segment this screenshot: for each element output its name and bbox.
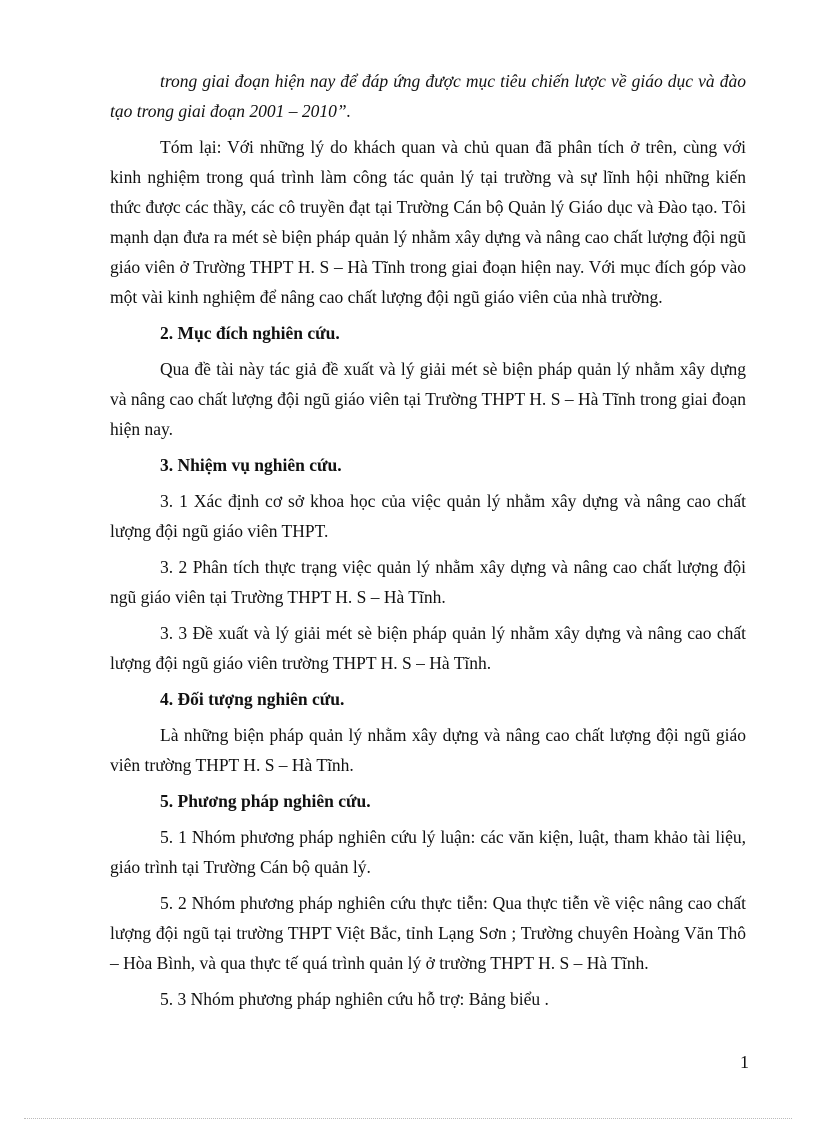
subject-paragraph: Là những biện pháp quản lý nhằm xây dựng và nâng cao chất lượng đội ngũ giáo viên trường THPT H. S – Hà Tĩnh. bbox=[110, 725, 746, 775]
section-heading-tasks: 3. Nhiệm vụ nghiên cứu. bbox=[160, 455, 342, 475]
task-item-2: 3. 2 Phân tích thực trạng việc quản lý nhằm xây dựng và nâng cao chất lượng đội ngũ giáo viên tại Trường THPT H. S – Hà Tĩnh. bbox=[110, 557, 746, 607]
method-item-3: 5. 3 Nhóm phương pháp nghiên cứu hỗ trợ: Bảng biểu . bbox=[160, 989, 549, 1009]
section-heading-methods: 5. Phương pháp nghiên cứu. bbox=[160, 791, 371, 811]
method-item-1: 5. 1 Nhóm phương pháp nghiên cứu lý luận: các văn kiện, luật, tham khảo tài liệu, giáo trình tại Trường Cán bộ quản lý. bbox=[110, 827, 746, 877]
page-number: 1 bbox=[740, 1052, 749, 1072]
task-item-3: 3. 3 Đề xuất và lý giải mét sè biện pháp quản lý nhằm xây dựng và nâng cao chất lượng đội ngũ giáo viên trường THPT H. S – Hà Tĩnh. bbox=[110, 623, 746, 673]
page-bottom-divider bbox=[24, 1118, 792, 1119]
section-heading-subject: 4. Đối tượng nghiên cứu. bbox=[160, 689, 345, 709]
purpose-paragraph: Qua đề tài này tác giả đề xuất và lý giải mét sè biện pháp quản lý nhằm xây dựng và nâng cao chất lượng đội ngũ giáo viên tại Trường THPT H. S – Hà Tĩnh trong giai đoạn hiện nay. bbox=[110, 359, 746, 439]
document-body bbox=[110, 66, 746, 1020]
summary-paragraph: Tóm lại: Với những lý do khách quan và chủ quan đã phân tích ở trên, cùng với kinh nghiệm trong quá trình làm công tác quản lý tại trường và sự lĩnh hội những kiến thức được các thầy, các cô truyền đạt tại Trường Cán bộ Quản lý Giáo dục và Đào tạo. Tôi mạnh dạn đưa ra mét sè biện pháp quản lý nhằm xây dựng và nâng cao chất lượng đội ngũ giáo viên ở Trường THPT H. S – Hà Tĩnh trong giai đoạn hiện nay. Với mục đích góp vào một vài kinh nghiệm để nâng cao chất lượng đội ngũ giáo viên của nhà trường. bbox=[110, 137, 746, 307]
method-item-2: 5. 2 Nhóm phương pháp nghiên cứu thực tiễn: Qua thực tiễn về việc nâng cao chất lượng đội ngũ tại trường THPT Việt Bắc, tỉnh Lạng Sơn ; Trường chuyên Hoàng Văn Thô – Hòa Bình, và qua thực tế quá trình quản lý ở trường THPT H. S – Hà Tĩnh. bbox=[110, 893, 746, 973]
task-item-1: 3. 1 Xác định cơ sở khoa học của việc quản lý nhằm xây dựng và nâng cao chất lượng đội ngũ giáo viên THPT. bbox=[110, 491, 746, 541]
quote-continuation: trong giai đoạn hiện nay để đáp ứng được mục tiêu chiến lược về giáo dục và đào tạo trong giai đoạn 2001 – 2010”. bbox=[110, 71, 746, 121]
section-heading-purpose: 2. Mục đích nghiên cứu. bbox=[160, 323, 340, 343]
